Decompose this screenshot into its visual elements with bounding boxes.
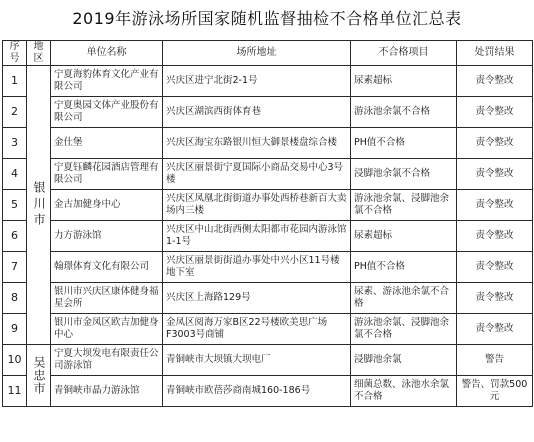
row-penalty: 责令整改	[457, 128, 533, 159]
header-address: 场所地址	[163, 41, 351, 66]
row-address: 兴庆区丽景街宁夏国际小商品交易中心3号楼	[163, 159, 351, 190]
table-row	[3, 376, 533, 407]
table-row	[3, 97, 533, 128]
row-seq: 6	[3, 221, 27, 252]
row-address: 兴庆区凤凰北街街道办事处西桥巷新百大卖场内三楼	[163, 190, 351, 221]
row-address: 兴庆区湖滨西街体育巷	[163, 97, 351, 128]
noncompliance-table	[2, 40, 533, 407]
row-seq: 10	[3, 345, 27, 376]
table-row	[3, 314, 533, 345]
row-address: 青铜峡市大坝镇大坝电厂	[163, 345, 351, 376]
row-seq: 4	[3, 159, 27, 190]
region-wuzhong: 吴忠市	[27, 345, 51, 407]
row-issue: 游泳池余氯不合格	[351, 97, 457, 128]
row-unit-name: 青铜峡市晶力游泳馆	[51, 376, 163, 407]
row-seq: 3	[3, 128, 27, 159]
row-issue: 尿素超标	[351, 221, 457, 252]
header-penalty: 处罚结果	[457, 41, 533, 66]
header-seq: 序号	[3, 41, 27, 66]
row-unit-name: 银川市金凤区欧吉加健身中心	[51, 314, 163, 345]
header-name: 单位名称	[51, 41, 163, 66]
row-penalty: 责令整改	[457, 159, 533, 190]
row-unit-name: 宁夏奥园文体产业股份有限公司	[51, 97, 163, 128]
table-row	[3, 66, 533, 97]
table-row	[3, 190, 533, 221]
row-unit-name: 翰璟体育文化有限公司	[51, 252, 163, 283]
table-row	[3, 252, 533, 283]
row-unit-name: 宁夏钰麟花园酒店管理有限公司	[51, 159, 163, 190]
row-issue: 浸脚池余氯	[351, 345, 457, 376]
row-penalty: 警告、罚款500元	[457, 376, 533, 407]
row-penalty: 责令整改	[457, 314, 533, 345]
row-unit-name: 金仕堡	[51, 128, 163, 159]
row-issue: PH值不合格	[351, 252, 457, 283]
row-seq: 9	[3, 314, 27, 345]
row-issue: 细菌总数、泳池水余氯不合格	[351, 376, 457, 407]
row-address: 兴庆区进宁北街2-1号	[163, 66, 351, 97]
row-unit-name: 力方游泳馆	[51, 221, 163, 252]
row-unit-name: 银川市兴庆区康体健身福星会所	[51, 283, 163, 314]
row-address: 兴庆区海宝东路银川恒大御景楼盘综合楼	[163, 128, 351, 159]
table-row	[3, 221, 533, 252]
document-title: 2019年游泳场所国家随机监督抽检不合格单位汇总表	[72, 9, 462, 28]
row-unit-name: 宁夏海豹体育文化产业有限公司	[51, 66, 163, 97]
table-row	[3, 159, 533, 190]
row-seq: 1	[3, 66, 27, 97]
row-address: 兴庆区丽景街街道办事处中兴小区11号楼地下室	[163, 252, 351, 283]
row-address: 兴庆区中山北街西侧太阳都市花园内游泳馆1-1号	[163, 221, 351, 252]
table-row	[3, 283, 533, 314]
row-penalty: 责令整改	[457, 252, 533, 283]
row-issue: 尿素超标	[351, 66, 457, 97]
row-penalty: 责令整改	[457, 190, 533, 221]
row-address: 青铜峡市欧蓓莎商南城160-186号	[163, 376, 351, 407]
table-header-row	[3, 41, 533, 66]
row-penalty: 责令整改	[457, 97, 533, 128]
header-region: 地区	[27, 41, 51, 66]
row-unit-name: 金古加健身中心	[51, 190, 163, 221]
row-issue: 尿素、游泳池余氯不合格	[351, 283, 457, 314]
row-address: 兴庆区上海路129号	[163, 283, 351, 314]
row-seq: 2	[3, 97, 27, 128]
region-yinchuan: 银川市	[27, 66, 51, 345]
row-unit-name: 宁夏大坝发电有限责任公司游泳馆	[51, 345, 163, 376]
row-seq: 11	[3, 376, 27, 407]
row-seq: 7	[3, 252, 27, 283]
row-issue: 浸脚池余氯不合格	[351, 159, 457, 190]
row-penalty: 警告	[457, 345, 533, 376]
row-penalty: 责令整改	[457, 221, 533, 252]
table-row	[3, 128, 533, 159]
header-issue: 不合格项目	[351, 41, 457, 66]
row-penalty: 责令整改	[457, 66, 533, 97]
row-address: 金凤区阅海万家B区22号楼欧美思广场F3003号商铺	[163, 314, 351, 345]
row-issue: 游泳池余氯、浸脚池余氯不合格	[351, 190, 457, 221]
row-issue: PH值不合格	[351, 128, 457, 159]
row-seq: 8	[3, 283, 27, 314]
table-row	[3, 345, 533, 376]
row-issue: 游泳池余氯、浸脚池余氯不合格	[351, 314, 457, 345]
row-penalty: 责令整改	[457, 283, 533, 314]
row-seq: 5	[3, 190, 27, 221]
